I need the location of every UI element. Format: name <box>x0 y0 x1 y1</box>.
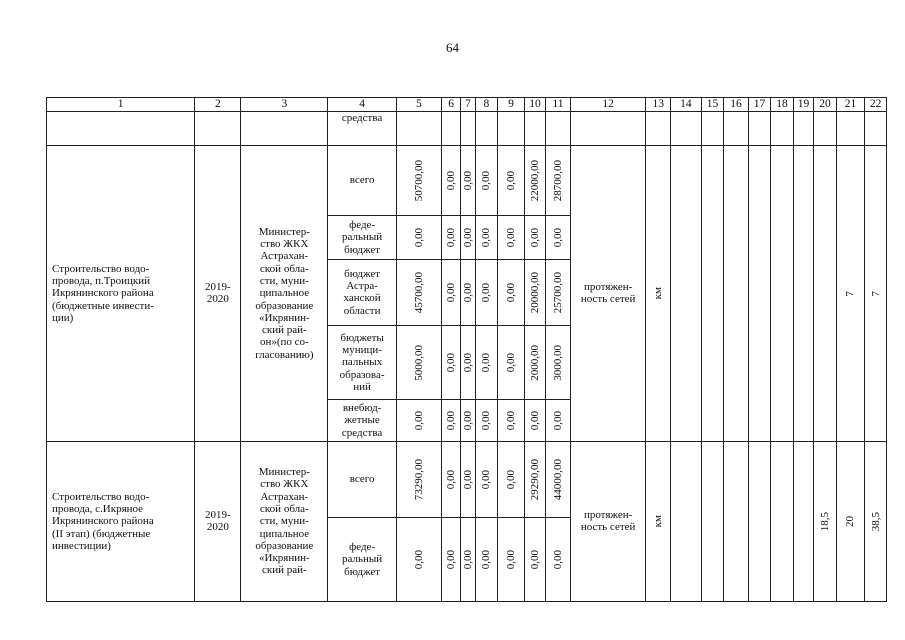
amount-c9 <box>498 441 525 517</box>
amount-c5-wrap <box>397 228 441 247</box>
indicator-value-c21-wrap <box>837 291 865 297</box>
amount-c7-wrap <box>461 470 474 489</box>
indicator-unit-wrap <box>646 515 670 527</box>
amount-c5-text: 45700,00 <box>412 271 425 313</box>
column-header: 7 <box>461 98 475 112</box>
amount-c6 <box>441 399 460 441</box>
amount-c7-wrap <box>461 228 474 247</box>
amount-c11-text: 44000,00 <box>551 458 564 500</box>
funding-source <box>328 259 397 325</box>
project-name <box>47 145 195 441</box>
funding-source <box>328 399 397 441</box>
amount-c6-text: 0,00 <box>444 282 457 302</box>
continuation-row <box>47 111 887 145</box>
amount-c7 <box>461 259 475 325</box>
amount-c5-wrap <box>397 272 441 313</box>
indicator-value-empty <box>748 145 771 441</box>
amount-c7-wrap <box>461 283 474 302</box>
amount-c9-wrap <box>498 171 524 190</box>
amount-c11-text: 28700,00 <box>551 159 564 201</box>
amount-c7-wrap <box>461 171 474 190</box>
funding-row <box>47 145 887 215</box>
funding-source-text: средства <box>341 111 383 124</box>
amount-c11 <box>546 517 571 601</box>
amount-c6-text: 0,00 <box>444 352 457 372</box>
indicator-value-empty <box>671 441 702 601</box>
funding-source <box>328 517 397 601</box>
amount-c8-text: 0,00 <box>480 282 493 302</box>
amount-c7-wrap <box>461 353 474 372</box>
indicator-value-empty <box>701 145 724 441</box>
amount-c11 <box>546 259 571 325</box>
empty-cell <box>748 111 771 145</box>
amount-c7 <box>461 325 475 399</box>
indicator-value-c20 <box>814 441 837 601</box>
amount-c9 <box>498 399 525 441</box>
empty-cell <box>461 111 475 145</box>
project-years <box>195 441 241 601</box>
project-name-text: Строительство водо- провода, п.Троицкий Икрянинского района (бюджетные инвести- ции) <box>52 262 154 324</box>
indicator-value-empty <box>748 441 771 601</box>
amount-c8 <box>475 215 498 259</box>
indicator-value-c21-text: 7 <box>844 290 857 297</box>
amount-c8 <box>475 517 498 601</box>
column-header: 12 <box>570 98 646 112</box>
amount-c6 <box>441 517 460 601</box>
indicator-name <box>570 441 646 601</box>
indicator-value-c20-wrap <box>814 512 836 531</box>
empty-cell <box>441 111 460 145</box>
amount-c11-text: 3000,00 <box>551 344 564 381</box>
amount-c9-wrap <box>498 228 524 247</box>
amount-c10-text: 0,00 <box>528 227 541 247</box>
column-header: 1 <box>47 98 195 112</box>
column-header: 19 <box>793 98 813 112</box>
indicator-value-c22 <box>865 441 887 601</box>
indicator-name-text: протяжен- ность сетей <box>580 281 636 306</box>
amount-c7 <box>461 145 475 215</box>
amount-c5-text: 0,00 <box>412 410 425 430</box>
amount-c11-wrap <box>546 411 570 430</box>
amount-c6-text: 0,00 <box>444 549 457 569</box>
amount-c11 <box>546 399 571 441</box>
amount-c10-wrap <box>525 345 545 381</box>
amount-c5 <box>396 517 441 601</box>
amount-c11-wrap <box>546 228 570 247</box>
amount-c10 <box>524 215 545 259</box>
funding-source-text: феде- ральный бюджет <box>342 540 383 578</box>
amount-c5-text: 0,00 <box>412 227 425 247</box>
amount-c11 <box>546 145 571 215</box>
amount-c9-text: 0,00 <box>504 410 517 430</box>
column-header: 3 <box>241 98 328 112</box>
funding-row <box>47 441 887 517</box>
amount-c5-wrap <box>397 160 441 201</box>
amount-c5-text: 50700,00 <box>412 159 425 201</box>
amount-c11-text: 25700,00 <box>551 271 564 313</box>
amount-c10-text: 0,00 <box>528 410 541 430</box>
project-years-text: 2019- 2020 <box>205 509 231 534</box>
empty-cell <box>865 111 887 145</box>
amount-c8-wrap <box>476 283 498 302</box>
amount-c9-wrap <box>498 283 524 302</box>
amount-c9-text: 0,00 <box>504 549 517 569</box>
amount-c7-text: 0,00 <box>461 282 474 302</box>
header-row <box>47 98 887 112</box>
column-header: 2 <box>195 98 241 112</box>
column-header: 16 <box>724 98 749 112</box>
amount-c9-wrap <box>498 470 524 489</box>
indicator-value-empty <box>793 441 813 601</box>
amount-c7-text: 0,00 <box>461 410 474 430</box>
indicator-value-empty <box>724 145 749 441</box>
amount-c9 <box>498 145 525 215</box>
amount-c10-text: 22000,00 <box>528 159 541 201</box>
amount-c9 <box>498 517 525 601</box>
amount-c10-text: 0,00 <box>528 549 541 569</box>
amount-c8-wrap <box>476 171 498 190</box>
empty-cell <box>814 111 837 145</box>
column-header: 15 <box>701 98 724 112</box>
amount-c7 <box>461 441 475 517</box>
empty-cell <box>570 111 646 145</box>
indicator-value-c20-text: 18,5 <box>818 511 831 531</box>
indicator-value-c21 <box>836 145 865 441</box>
funding-source-text: внебюд- жетные средства <box>341 401 383 439</box>
column-header: 10 <box>524 98 545 112</box>
amount-c11-text: 0,00 <box>551 227 564 247</box>
empty-cell <box>546 111 571 145</box>
amount-c11 <box>546 441 571 517</box>
amount-c6-text: 0,00 <box>444 227 457 247</box>
amount-c7-text: 0,00 <box>461 352 474 372</box>
indicator-value-c22 <box>865 145 887 441</box>
project-executor-text: Министер- ство ЖКХ Астрахан- ской обла- сти, муни- ципальное образование «Икрянин- ский рай- <box>255 465 314 577</box>
budget-table <box>46 97 887 602</box>
page-number: 64 <box>446 40 459 55</box>
indicator-value-c21-wrap <box>837 516 865 527</box>
amount-c6-text: 0,00 <box>444 410 457 430</box>
empty-cell <box>47 111 195 145</box>
amount-c8-text: 0,00 <box>480 170 493 190</box>
empty-cell <box>646 111 671 145</box>
indicator-name-text: протяжен- ность сетей <box>580 509 636 534</box>
column-header: 4 <box>328 98 397 112</box>
amount-c11-wrap <box>546 272 570 313</box>
amount-c5-wrap <box>397 459 441 500</box>
indicator-value-empty <box>793 145 813 441</box>
column-header: 6 <box>441 98 460 112</box>
funding-source-text: всего <box>349 174 375 187</box>
amount-c8-wrap <box>476 550 498 569</box>
amount-c6-wrap <box>442 550 460 569</box>
amount-c8-wrap <box>476 228 498 247</box>
amount-c5 <box>396 325 441 399</box>
amount-c11-wrap <box>546 345 570 381</box>
amount-c10-wrap <box>525 228 545 247</box>
amount-c7-wrap <box>461 411 474 430</box>
amount-c8-text: 0,00 <box>480 469 493 489</box>
amount-c8-wrap <box>476 353 498 372</box>
amount-c5-text: 0,00 <box>412 549 425 569</box>
indicator-unit <box>646 441 671 601</box>
amount-c10-text: 20000,00 <box>528 271 541 313</box>
amount-c9-text: 0,00 <box>504 170 517 190</box>
amount-c9-text: 0,00 <box>504 227 517 247</box>
empty-cell <box>396 111 441 145</box>
amount-c9-text: 0,00 <box>504 469 517 489</box>
column-header: 9 <box>498 98 525 112</box>
amount-c10-wrap <box>525 550 545 569</box>
funding-source-text: бюджет Астра- ханской области <box>343 267 381 317</box>
funding-source <box>328 441 397 517</box>
project-executor <box>241 145 328 441</box>
amount-c10 <box>524 517 545 601</box>
amount-c11-wrap <box>546 550 570 569</box>
amount-c10-wrap <box>525 411 545 430</box>
amount-c10-wrap <box>525 272 545 313</box>
amount-c7 <box>461 399 475 441</box>
amount-c6-wrap <box>442 228 460 247</box>
indicator-value-c22-wrap <box>865 291 886 297</box>
funding-source <box>328 325 397 399</box>
empty-cell <box>771 111 794 145</box>
funding-source <box>328 145 397 215</box>
indicator-value-empty <box>701 441 724 601</box>
amount-c7-wrap <box>461 550 474 569</box>
amount-c9 <box>498 215 525 259</box>
indicator-value-empty <box>771 441 794 601</box>
amount-c11-text: 0,00 <box>551 410 564 430</box>
amount-c5-wrap <box>397 411 441 430</box>
empty-cell <box>195 111 241 145</box>
indicator-value-empty <box>771 145 794 441</box>
amount-c10-wrap <box>525 459 545 500</box>
amount-c9-text: 0,00 <box>504 352 517 372</box>
funding-source-text: феде- ральный бюджет <box>342 218 383 256</box>
amount-c5 <box>396 259 441 325</box>
amount-c6-text: 0,00 <box>444 170 457 190</box>
amount-c5-text: 73290,00 <box>412 458 425 500</box>
amount-c6 <box>441 145 460 215</box>
column-header: 21 <box>836 98 865 112</box>
amount-c10-text: 2000,00 <box>528 344 541 381</box>
column-header: 17 <box>748 98 771 112</box>
column-header: 18 <box>771 98 794 112</box>
amount-c5-wrap <box>397 345 441 381</box>
amount-c5-wrap <box>397 550 441 569</box>
empty-cell <box>241 111 328 145</box>
amount-c10 <box>524 259 545 325</box>
empty-cell <box>671 111 702 145</box>
column-header: 20 <box>814 98 837 112</box>
amount-c9-wrap <box>498 550 524 569</box>
empty-cell <box>524 111 545 145</box>
indicator-value-c22-text: 7 <box>869 290 882 297</box>
empty-cell <box>724 111 749 145</box>
indicator-unit-text: км <box>652 287 665 300</box>
amount-c8 <box>475 259 498 325</box>
indicator-value-c21 <box>836 441 865 601</box>
amount-c10-wrap <box>525 160 545 201</box>
column-header: 11 <box>546 98 571 112</box>
amount-c10 <box>524 325 545 399</box>
amount-c9 <box>498 325 525 399</box>
column-header: 14 <box>671 98 702 112</box>
amount-c8-text: 0,00 <box>480 549 493 569</box>
funding-source <box>328 215 397 259</box>
column-header: 8 <box>475 98 498 112</box>
amount-c11-text: 0,00 <box>551 549 564 569</box>
indicator-value-empty <box>671 145 702 441</box>
project-years-text: 2019- 2020 <box>205 281 231 306</box>
amount-c8-wrap <box>476 411 498 430</box>
amount-c8 <box>475 325 498 399</box>
amount-c5 <box>396 441 441 517</box>
amount-c9-wrap <box>498 411 524 430</box>
empty-cell <box>701 111 724 145</box>
amount-c8 <box>475 399 498 441</box>
amount-c7 <box>461 215 475 259</box>
indicator-unit-text: км <box>652 515 665 528</box>
amount-c11-wrap <box>546 160 570 201</box>
empty-cell <box>836 111 865 145</box>
column-header: 5 <box>396 98 441 112</box>
amount-c7-text: 0,00 <box>461 227 474 247</box>
amount-c5 <box>396 399 441 441</box>
indicator-unit-wrap <box>646 287 670 299</box>
amount-c6-text: 0,00 <box>444 469 457 489</box>
funding-source-text: всего <box>349 473 375 486</box>
amount-c6-wrap <box>442 411 460 430</box>
indicator-unit <box>646 145 671 441</box>
amount-c8-text: 0,00 <box>480 352 493 372</box>
amount-c11 <box>546 325 571 399</box>
amount-c9-text: 0,00 <box>504 282 517 302</box>
indicator-name <box>570 145 646 441</box>
amount-c6-wrap <box>442 470 460 489</box>
amount-c6 <box>441 441 460 517</box>
indicator-value-c21-text: 20 <box>844 515 857 527</box>
amount-c9-wrap <box>498 353 524 372</box>
project-name <box>47 441 195 601</box>
empty-cell <box>498 111 525 145</box>
amount-c8-text: 0,00 <box>480 410 493 430</box>
column-header: 13 <box>646 98 671 112</box>
amount-c6 <box>441 259 460 325</box>
amount-c6-wrap <box>442 353 460 372</box>
indicator-value-c20 <box>814 145 837 441</box>
funding-source <box>328 111 397 145</box>
amount-c6-wrap <box>442 283 460 302</box>
amount-c11-wrap <box>546 459 570 500</box>
project-executor-text: Министер- ство ЖКХ Астрахан- ской обла- сти, муни- ципальное образование «Икрянин- ский рай- он»(по со- гласованию) <box>255 225 314 361</box>
amount-c10 <box>524 399 545 441</box>
amount-c7-text: 0,00 <box>461 549 474 569</box>
amount-c6 <box>441 325 460 399</box>
amount-c6 <box>441 215 460 259</box>
amount-c8 <box>475 441 498 517</box>
amount-c8-wrap <box>476 470 498 489</box>
amount-c8-text: 0,00 <box>480 227 493 247</box>
project-years <box>195 145 241 441</box>
indicator-value-c22-wrap <box>865 512 886 531</box>
amount-c10-text: 29290,00 <box>528 458 541 500</box>
amount-c7-text: 0,00 <box>461 170 474 190</box>
amount-c8 <box>475 145 498 215</box>
empty-cell <box>475 111 498 145</box>
amount-c7 <box>461 517 475 601</box>
amount-c5-text: 5000,00 <box>412 344 425 381</box>
amount-c10 <box>524 145 545 215</box>
empty-cell <box>793 111 813 145</box>
amount-c10 <box>524 441 545 517</box>
amount-c5 <box>396 215 441 259</box>
amount-c7-text: 0,00 <box>461 469 474 489</box>
amount-c11 <box>546 215 571 259</box>
amount-c9 <box>498 259 525 325</box>
indicator-value-c22-text: 38,5 <box>869 511 882 531</box>
indicator-value-empty <box>724 441 749 601</box>
project-name-text: Строительство водо- провода, с.Икряное Икрянинского района (II этап) (бюджетные инвестиции) <box>52 490 154 552</box>
amount-c6-wrap <box>442 171 460 190</box>
project-executor <box>241 441 328 601</box>
column-header: 22 <box>865 98 887 112</box>
funding-source-text: бюджеты муници- пальных образова- ний <box>339 331 385 393</box>
amount-c5 <box>396 145 441 215</box>
